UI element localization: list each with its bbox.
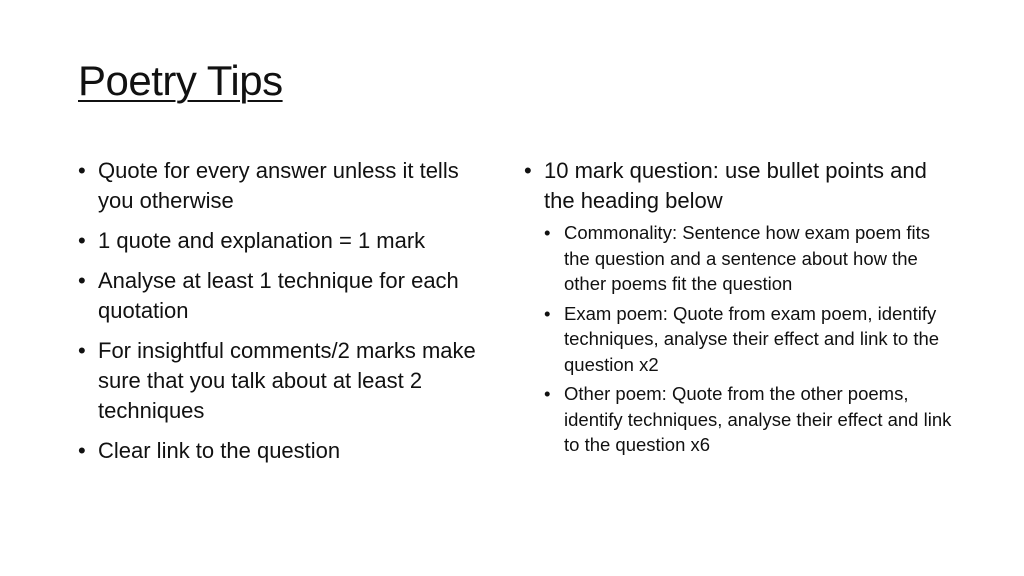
- bullet-item: • Clear link to the question: [78, 436, 498, 466]
- right-bullet-list: [524, 156, 954, 468]
- sub-bullet-item: • Exam poem: Quote from exam poem, identify techniques, analyse their effect and link to the question x2: [544, 301, 954, 378]
- bullet-item: • Analyse at least 1 technique for each quotation: [78, 266, 498, 326]
- bullet-item: • For insightful comments/2 marks make sure that you talk about at least 2 techniques: [78, 336, 498, 426]
- bullet-item-main: [524, 156, 954, 458]
- bullet-item: • 1 quote and explanation = 1 mark: [78, 226, 498, 256]
- slide-title: Poetry Tips: [78, 57, 283, 104]
- bullet-item-text: 10 mark question: use bullet points and the heading below: [544, 158, 927, 213]
- sub-bullet-list: [544, 220, 954, 458]
- bullet-item: • Quote for every answer unless it tells you otherwise: [78, 156, 498, 216]
- sub-bullet-item: • Commonality: Sentence how exam poem fits the question and a sentence about how the other poems fit the question: [544, 220, 954, 297]
- sub-bullet-item: • Other poem: Quote from the other poems, identify techniques, analyse their effect and link to the question x6: [544, 381, 954, 458]
- left-bullet-list: [78, 156, 498, 476]
